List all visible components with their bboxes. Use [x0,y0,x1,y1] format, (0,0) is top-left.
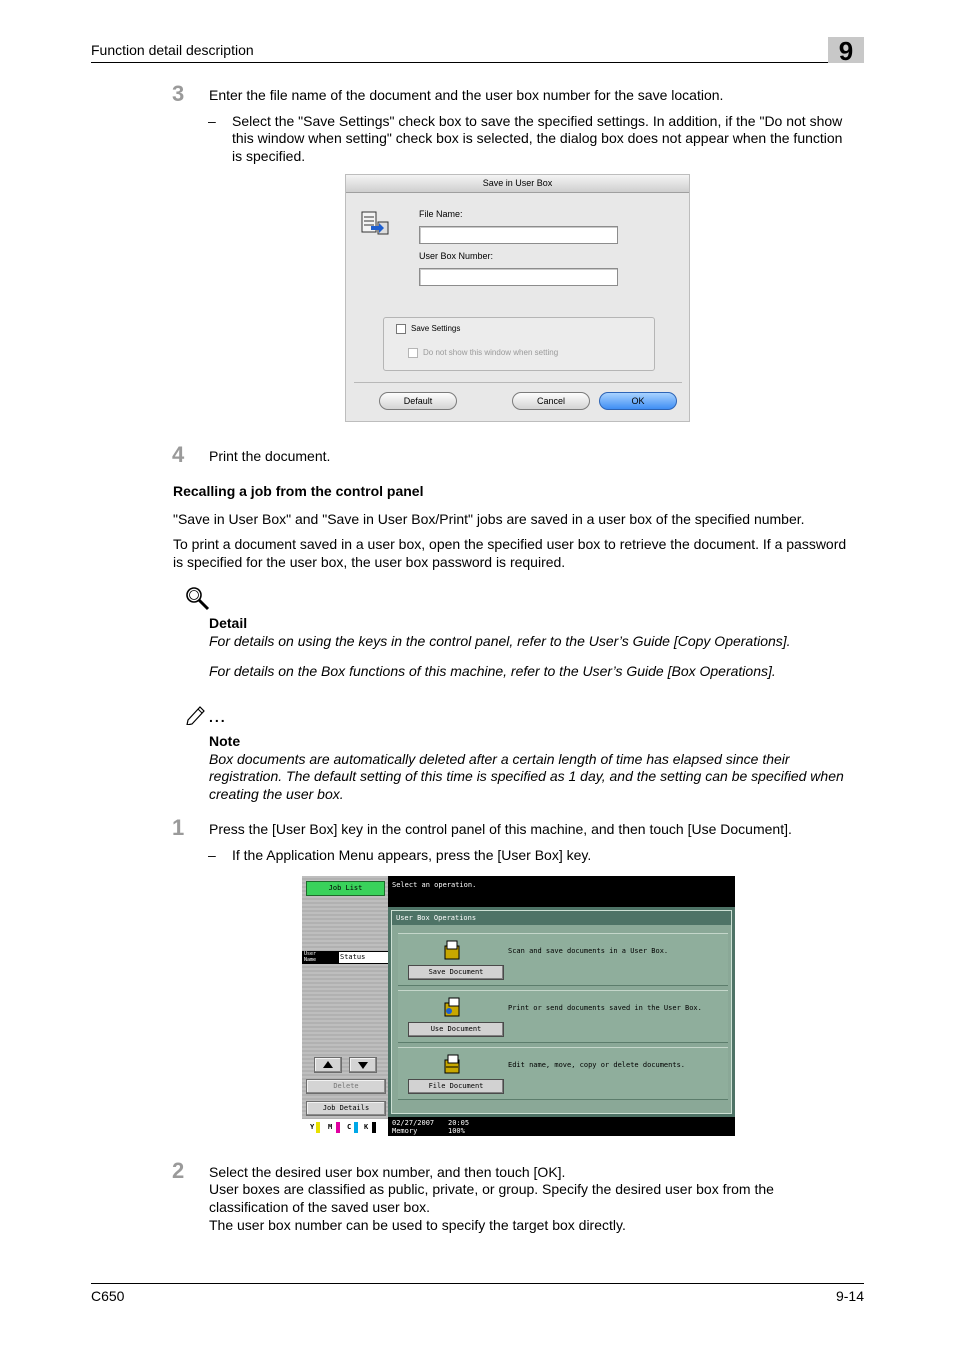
bullet-text: is specified. [232,148,306,164]
operations-header: User Box Operations [392,911,731,925]
step-text: Select the desired user box number, and then touch [OK]. [209,1164,566,1180]
chapter-number: 9 [838,36,854,66]
step-text: Print the document. [209,448,331,464]
toner-k-label: K [364,1123,369,1131]
bullet-dash: – [208,113,216,129]
date-display: 02/27/2007 [392,1119,435,1127]
header-rule [91,62,864,63]
do-not-show-label: Do not show this window when setting [423,348,559,357]
ok-button[interactable]: OK [599,392,677,410]
toner-c-label: C [347,1123,352,1131]
cancel-button[interactable]: Cancel [512,392,590,410]
save-in-user-box-dialog [345,174,690,422]
save-settings-checkbox[interactable] [396,324,406,334]
pencil-icon [185,703,209,725]
note-text: creating the user box. [209,786,344,802]
note-text: Box documents are automatically deleted after a certain length of time has elapsed since their [209,751,790,767]
memory-value: 100% [448,1127,465,1135]
job-list-header [302,951,388,964]
use-document-icon [443,997,461,1017]
do-not-show-checkbox[interactable] [408,348,418,358]
footer-rule [91,1283,864,1284]
file-document-button[interactable]: File Document [408,1079,504,1094]
toner-indicator [302,1119,388,1136]
magnifier-icon [184,585,212,613]
settings-group [383,317,655,371]
file-name-input[interactable] [419,226,618,244]
user-box-operations-screen [302,876,735,1136]
toner-y-level [316,1122,320,1133]
toner-c-level [354,1122,358,1133]
step-text: Enter the file name of the document and the user box number for the save location. [209,87,724,103]
running-header: Function detail description [91,42,254,58]
file-document-icon [443,1054,461,1074]
status-bar [388,1117,735,1136]
step-text: The user box number can be used to specify the target box directly. [209,1217,626,1233]
use-document-description: Print or send documents saved in the User Box. [508,1004,702,1012]
use-document-row [398,990,728,1043]
detail-text: For details on the Box functions of this machine, refer to the User’s Guide [Box Operations]. [209,663,776,679]
bullet-text: If the Application Menu appears, press the [User Box] key. [232,847,592,863]
scroll-down-button[interactable] [349,1057,377,1073]
panel-left-column [302,876,388,1136]
note-dots: ... [209,709,227,725]
time-display: 20:05 [448,1119,470,1127]
dialog-separator [354,382,682,383]
use-document-button[interactable]: Use Document [408,1022,504,1037]
detail-label: Detail [209,615,248,631]
step-text: User boxes are classified as public, private, or group. Specify the desired user box from the [209,1181,774,1197]
job-details-button[interactable]: Job Details [306,1101,386,1116]
paragraph: To print a document saved in a user box, open the specified user box to retrieve the document. If a password [173,536,847,552]
save-document-row [398,933,728,986]
user-box-number-input[interactable] [419,268,618,286]
toner-y-label: Y [310,1123,315,1131]
section-heading: Recalling a job from the control panel [173,483,424,499]
step-text: Press the [User Box] key in the control panel of this machine, and then touch [Use Document]. [209,821,792,837]
bullet-text: Select the "Save Settings" check box to save the specified settings. In addition, if the "Do not show [232,113,843,129]
file-name-label: File Name: [419,209,463,219]
printer-box-icon [360,210,392,238]
footer-page-number: 9-14 [835,1288,864,1304]
file-document-description: Edit name, move, copy or delete documents. [508,1061,686,1069]
step-number: 2 [172,1158,185,1183]
save-document-button[interactable]: Save Document [408,965,504,980]
arrow-up-icon [315,1058,341,1072]
step-number: 1 [172,815,185,840]
default-button[interactable]: Default [379,392,457,410]
operations-frame [391,910,732,1114]
paragraph: "Save in User Box" and "Save in User Box/Print" jobs are saved in a user box of the specified number. [173,511,805,527]
step-text: classification of the saved user box. [209,1199,431,1215]
paragraph: is specified for the user box, the user box password is required. [173,554,566,570]
status-column: Status [340,953,366,961]
step-number: 4 [172,442,185,467]
note-text: registration. The default setting of this time is specified as 1 day, and the setting can be specified when [209,768,844,784]
save-document-icon [443,940,461,960]
arrow-down-icon [350,1058,376,1072]
bullet-text: this window when setting" check box is selected, the dialog box does not appear when the function [232,130,843,146]
save-settings-label: Save Settings [411,324,461,333]
toner-m-level [336,1122,340,1133]
delete-button[interactable]: Delete [306,1079,386,1094]
user-name-column: User Name [304,951,317,963]
bullet-dash: – [208,847,216,863]
toner-k-level [372,1122,376,1133]
note-label: Note [209,733,241,749]
toner-m-label: M [328,1123,333,1131]
detail-text: For details on using the keys in the control panel, refer to the User’s Guide [Copy Operations]. [209,633,791,649]
prompt-message: Select an operation. [392,881,477,889]
job-list-button[interactable]: Job List [306,881,385,896]
operations-area [388,907,735,1117]
file-document-row [398,1047,728,1100]
user-box-number-label: User Box Number: [419,251,494,261]
dialog-title: Save in User Box [346,175,689,193]
footer-model: C650 [91,1288,125,1304]
scroll-up-button[interactable] [314,1057,342,1073]
step-number: 3 [172,81,185,106]
save-document-description: Scan and save documents in a User Box. [508,947,669,955]
memory-label: Memory [392,1127,418,1135]
